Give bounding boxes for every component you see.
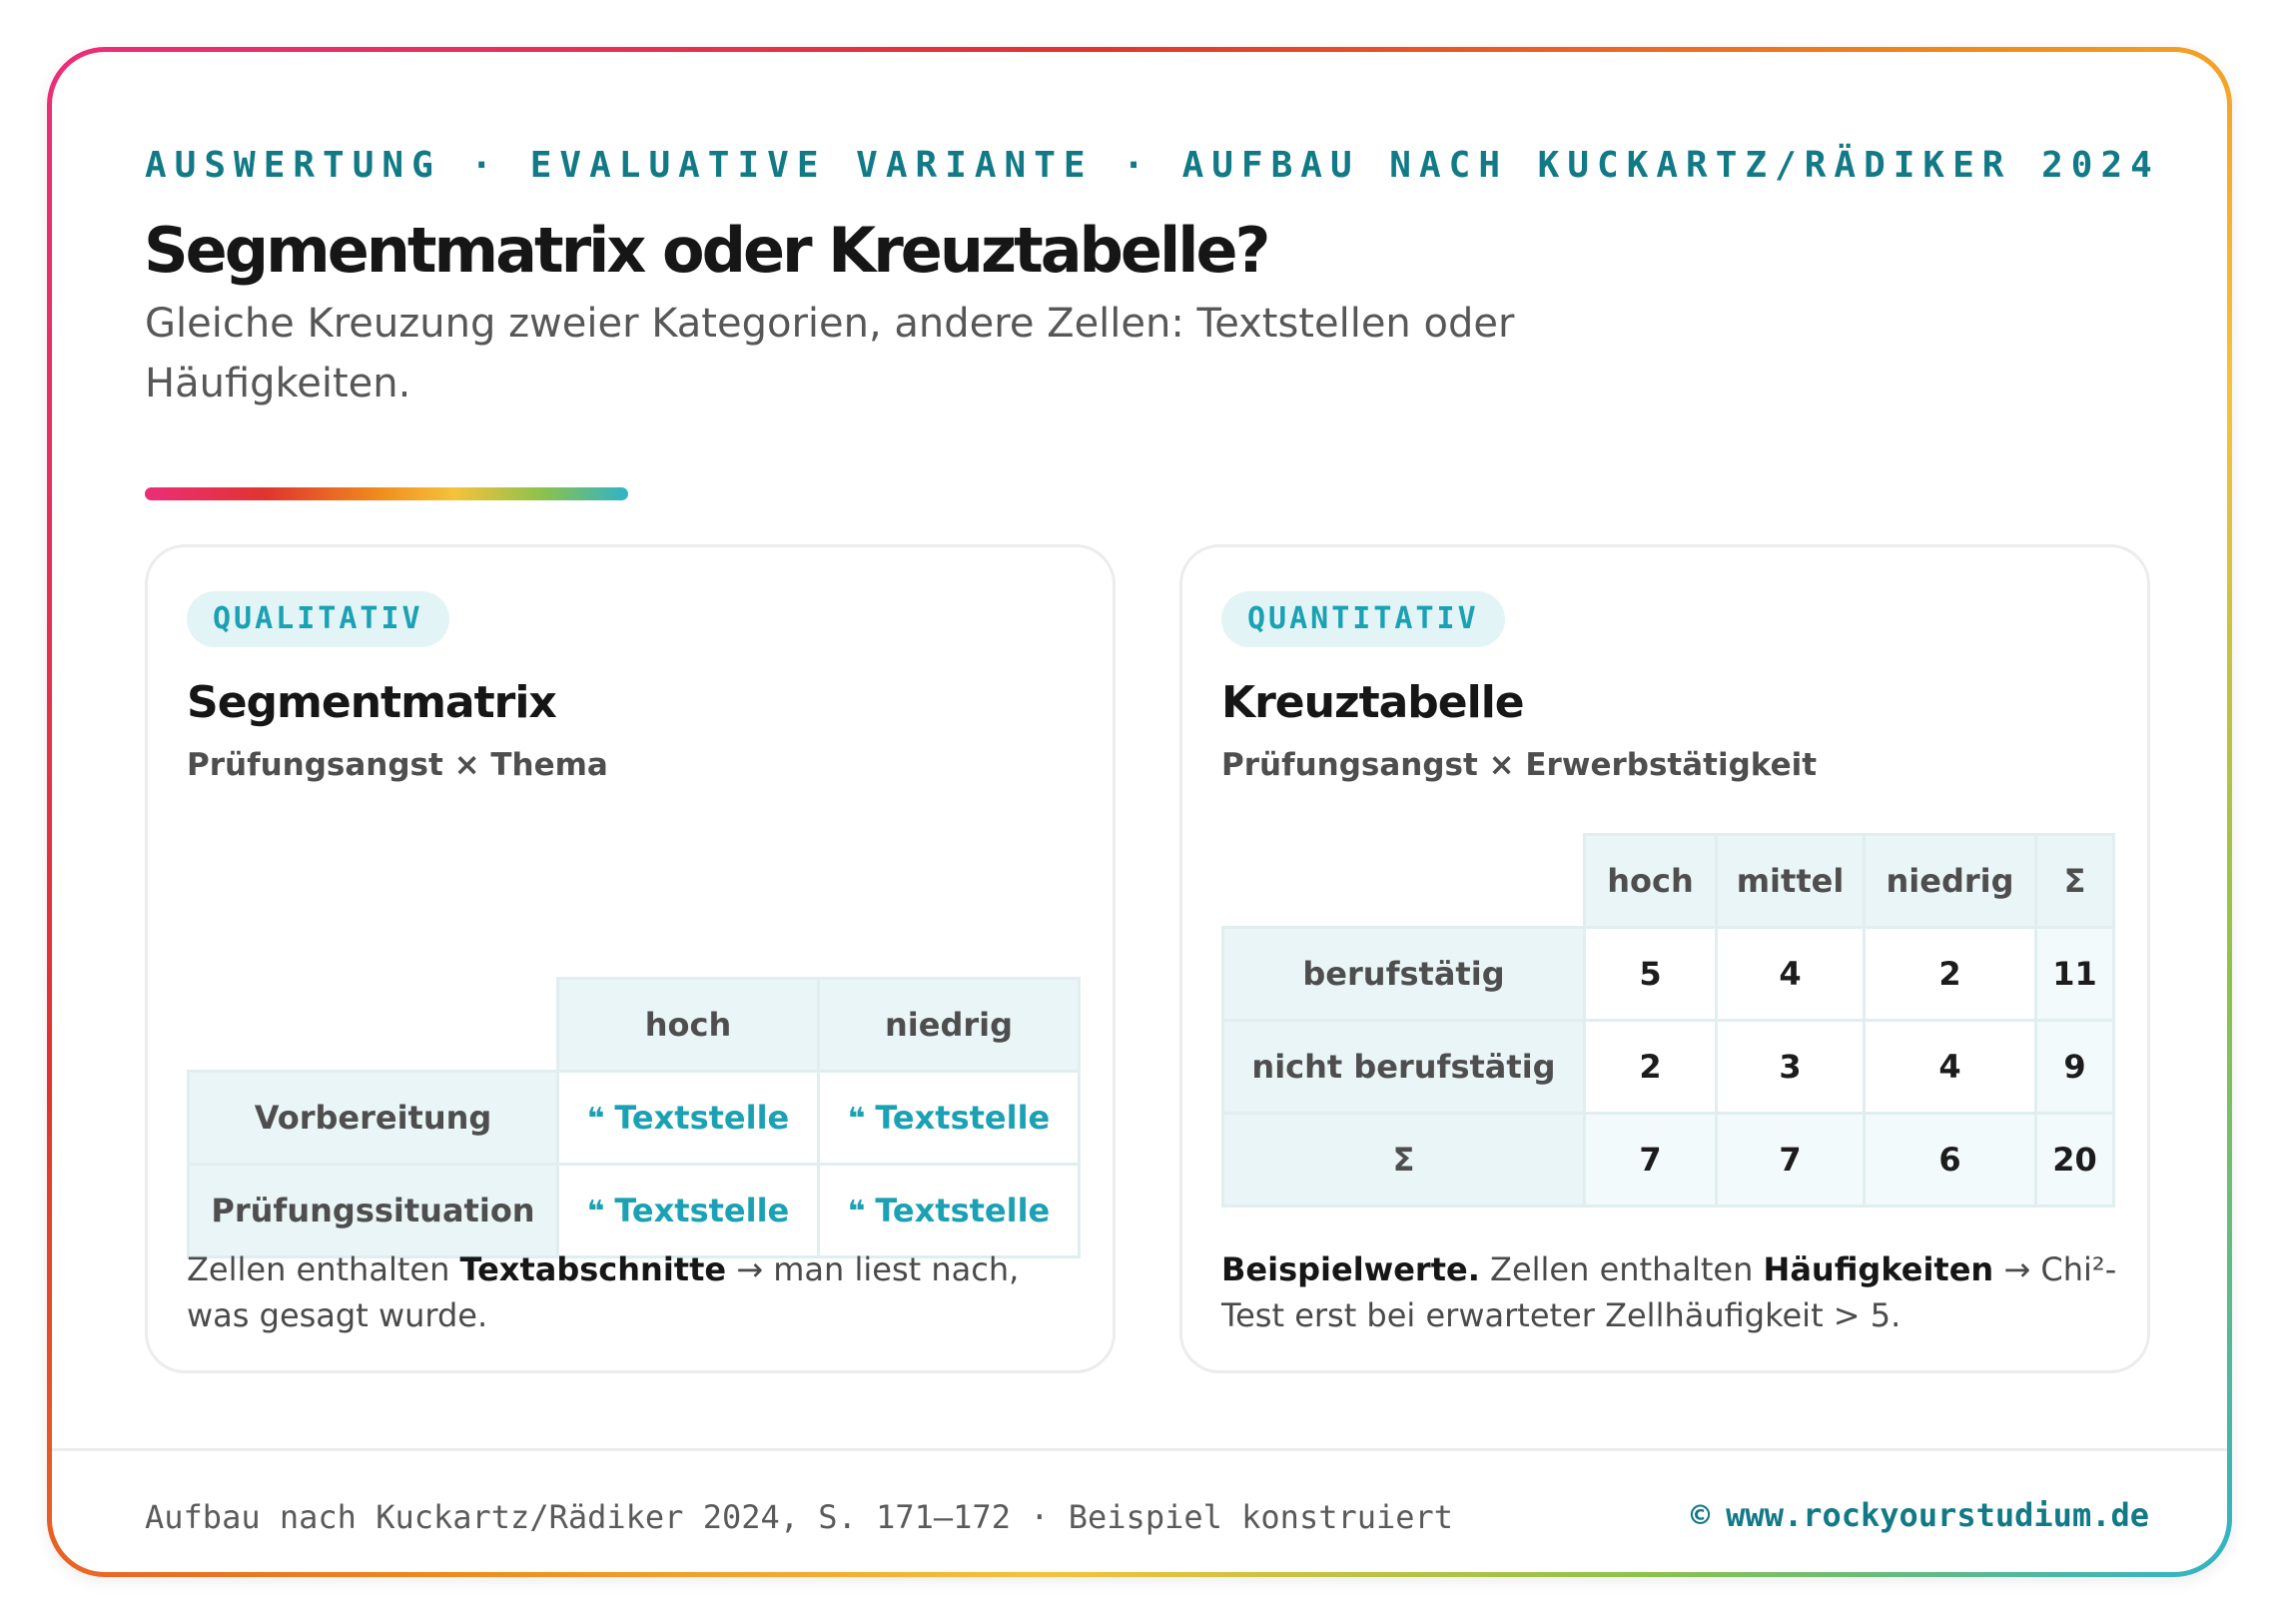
panel-title-kreuztabelle: Kreuztabelle	[1221, 677, 1524, 728]
table-row	[189, 1072, 1080, 1165]
table-header-row	[189, 979, 1080, 1072]
corner-cell	[189, 979, 558, 1072]
quote-icon: ❝	[847, 1102, 866, 1137]
textstelle-cell	[819, 1072, 1080, 1165]
badge-qualitativ: QUALITATIV	[187, 591, 449, 647]
note-bold: Beispielwerte.	[1221, 1250, 1480, 1288]
note-bold: Textabschnitte	[459, 1250, 727, 1288]
column-header: hoch	[558, 979, 819, 1072]
card-frame	[47, 47, 2232, 1577]
count-cell: 2	[1585, 1021, 1717, 1114]
note-text: Zellen enthalten	[187, 1250, 460, 1288]
count-cell: 5	[1585, 928, 1717, 1021]
cell-text: Textstelle	[614, 1192, 790, 1229]
panel-qualitativ	[145, 544, 1116, 1373]
page-subtitle: Gleiche Kreuzung zweier Kategorien, andere Zellen: Textstellen oder Häufigkeiten.	[145, 301, 1515, 406]
column-header: niedrig	[819, 979, 1080, 1072]
accent-bar	[145, 487, 628, 500]
table-total-row	[1223, 1114, 2114, 1207]
count-cell: 3	[1717, 1021, 1865, 1114]
panel-quantitativ	[1179, 544, 2150, 1373]
textstelle-cell	[819, 1165, 1080, 1257]
row-header: Vorbereitung	[189, 1072, 558, 1165]
table-row	[189, 1165, 1080, 1257]
panel-title-segmentmatrix: Segmentmatrix	[187, 677, 556, 728]
cell-text: Textstelle	[875, 1192, 1051, 1229]
copyright-icon: ©	[1690, 1496, 1711, 1534]
row-total-cell: 11	[2036, 928, 2114, 1021]
column-total-cell: 7	[1585, 1114, 1717, 1207]
cell-text: Textstelle	[614, 1099, 790, 1137]
footer-source: Aufbau nach Kuckartz/Rädiker 2024, S. 171–172 · Beispiel konstruiert	[145, 1498, 1454, 1536]
count-cell: 2	[1865, 928, 2036, 1021]
row-header: Prüfungssituation	[189, 1165, 558, 1257]
cell-text: Textstelle	[875, 1099, 1051, 1137]
row-header: berufstätig	[1223, 928, 1585, 1021]
quote-icon: ❝	[586, 1195, 605, 1229]
textstelle-cell	[558, 1072, 819, 1165]
segmentmatrix-table	[187, 977, 1081, 1258]
note-text: → man liest nach, was gesagt wurde.	[187, 1250, 1020, 1334]
badge-quantitativ: QUANTITATIV	[1221, 591, 1505, 647]
panel-note-segmentmatrix	[187, 1246, 1086, 1338]
count-cell: 4	[1865, 1021, 2036, 1114]
card	[52, 52, 2227, 1572]
panel-subtitle-segmentmatrix: Prüfungsangst × Thema	[187, 747, 608, 783]
panel-note-kreuztabelle	[1221, 1246, 2120, 1338]
count-cell: 4	[1717, 928, 1865, 1021]
textstelle-cell	[558, 1165, 819, 1257]
footer-website	[1691, 1496, 2149, 1534]
column-header-sum: Σ	[2036, 835, 2114, 928]
table-row	[1223, 1021, 2114, 1114]
kreuztabelle-table	[1221, 833, 2115, 1208]
kicker: AUSWERTUNG · EVALUATIVE VARIANTE · AUFBAU NACH KUCKARTZ/RÄDIKER 2024	[145, 145, 2160, 186]
note-bold: Häufigkeiten	[1763, 1250, 1994, 1288]
corner-cell	[1223, 835, 1585, 928]
column-total-cell: 7	[1717, 1114, 1865, 1207]
panel-subtitle-kreuztabelle: Prüfungsangst × Erwerbstätigkeit	[1221, 747, 1818, 783]
quote-icon: ❝	[586, 1102, 605, 1137]
row-header: nicht berufstätig	[1223, 1021, 1585, 1114]
row-total-cell: 9	[2036, 1021, 2114, 1114]
footer-divider	[52, 1448, 2227, 1451]
column-total-cell: 6	[1865, 1114, 2036, 1207]
column-header: mittel	[1717, 835, 1865, 928]
quote-icon: ❝	[847, 1195, 866, 1229]
grand-total-cell: 20	[2036, 1114, 2114, 1207]
column-header: hoch	[1585, 835, 1717, 928]
table-header-row	[1223, 835, 2114, 928]
column-header: niedrig	[1865, 835, 2036, 928]
table-row	[1223, 928, 2114, 1021]
note-text: → Chi²-Test erst bei erwarteter Zellhäufigkeit > 5.	[1221, 1250, 2117, 1334]
note-text: Zellen enthalten	[1479, 1250, 1764, 1288]
page-title: Segmentmatrix oder Kreuztabelle?	[144, 214, 1268, 287]
website-link[interactable]: www.rockyourstudium.de	[1726, 1496, 2149, 1534]
row-header-sum: Σ	[1223, 1114, 1585, 1207]
